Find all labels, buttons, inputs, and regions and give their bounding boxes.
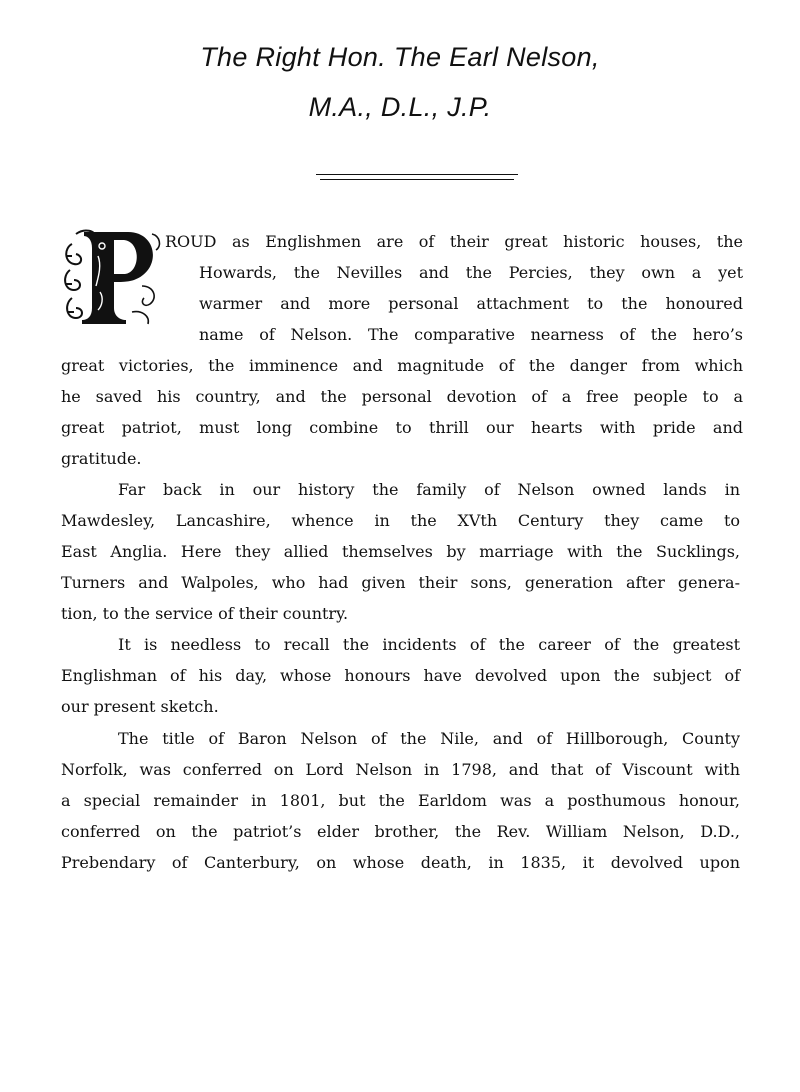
body-line-1: ROUD as Englishmen are of their great historic houses, the	[165, 232, 743, 251]
drop-cap-ornament	[62, 226, 166, 328]
body-line-12: Turners and Walpoles, who had given their sons, generation after genera-	[61, 573, 740, 592]
body-line-10: Mawdesley, Lancashire, whence in the XVth Century they came to	[61, 511, 740, 530]
body-line-6: he saved his country, and the personal devotion of a free people to a	[61, 387, 743, 406]
body-line-16: our present sketch.	[61, 697, 219, 716]
body-line-5: great victories, the imminence and magnitude of the danger from which	[61, 356, 743, 375]
body-line-7: great patriot, must long combine to thrill our hearts with pride and	[61, 418, 743, 437]
body-line-11: East Anglia. Here they allied themselves by marriage with the Sucklings,	[61, 542, 740, 561]
body-line-17: The title of Baron Nelson of the Nile, and of Hillborough, County	[118, 729, 740, 748]
body-line-20: conferred on the patriot’s elder brother, the Rev. William Nelson, D.D.,	[61, 822, 740, 841]
body-line-9: Far back in our history the family of Nelson owned lands in	[118, 480, 740, 499]
page-title-line-2: M.A., D.L., J.P.	[308, 92, 492, 122]
page-title-line-1: The Right Hon. The Earl Nelson,	[200, 42, 600, 72]
body-line-19: a special remainder in 1801, but the Earldom was a posthumous honour,	[61, 791, 740, 810]
body-line-8: gratitude.	[61, 449, 142, 468]
body-line-21: Prebendary of Canterbury, on whose death, in 1835, it devolved upon	[61, 853, 740, 872]
body-line-18: Norfolk, was conferred on Lord Nelson in 1798, and that of Viscount with	[61, 760, 740, 779]
body-line-13: tion, to the service of their country.	[61, 604, 349, 623]
title-divider	[316, 174, 518, 175]
body-line-3: warmer and more personal attachment to the honoured	[199, 294, 743, 313]
title-divider-under	[320, 179, 514, 180]
drop-cap-flourish-icon	[62, 226, 166, 328]
body-line-15: Englishman of his day, whose honours have devolved upon the subject of	[61, 666, 740, 685]
drop-cap-letter	[82, 232, 153, 324]
body-line-4: name of Nelson. The comparative nearness of the hero’s	[199, 325, 743, 344]
body-line-2: Howards, the Nevilles and the Percies, they own a yet	[199, 263, 743, 282]
body-line-14: It is needless to recall the incidents of the career of the greatest	[118, 635, 740, 654]
